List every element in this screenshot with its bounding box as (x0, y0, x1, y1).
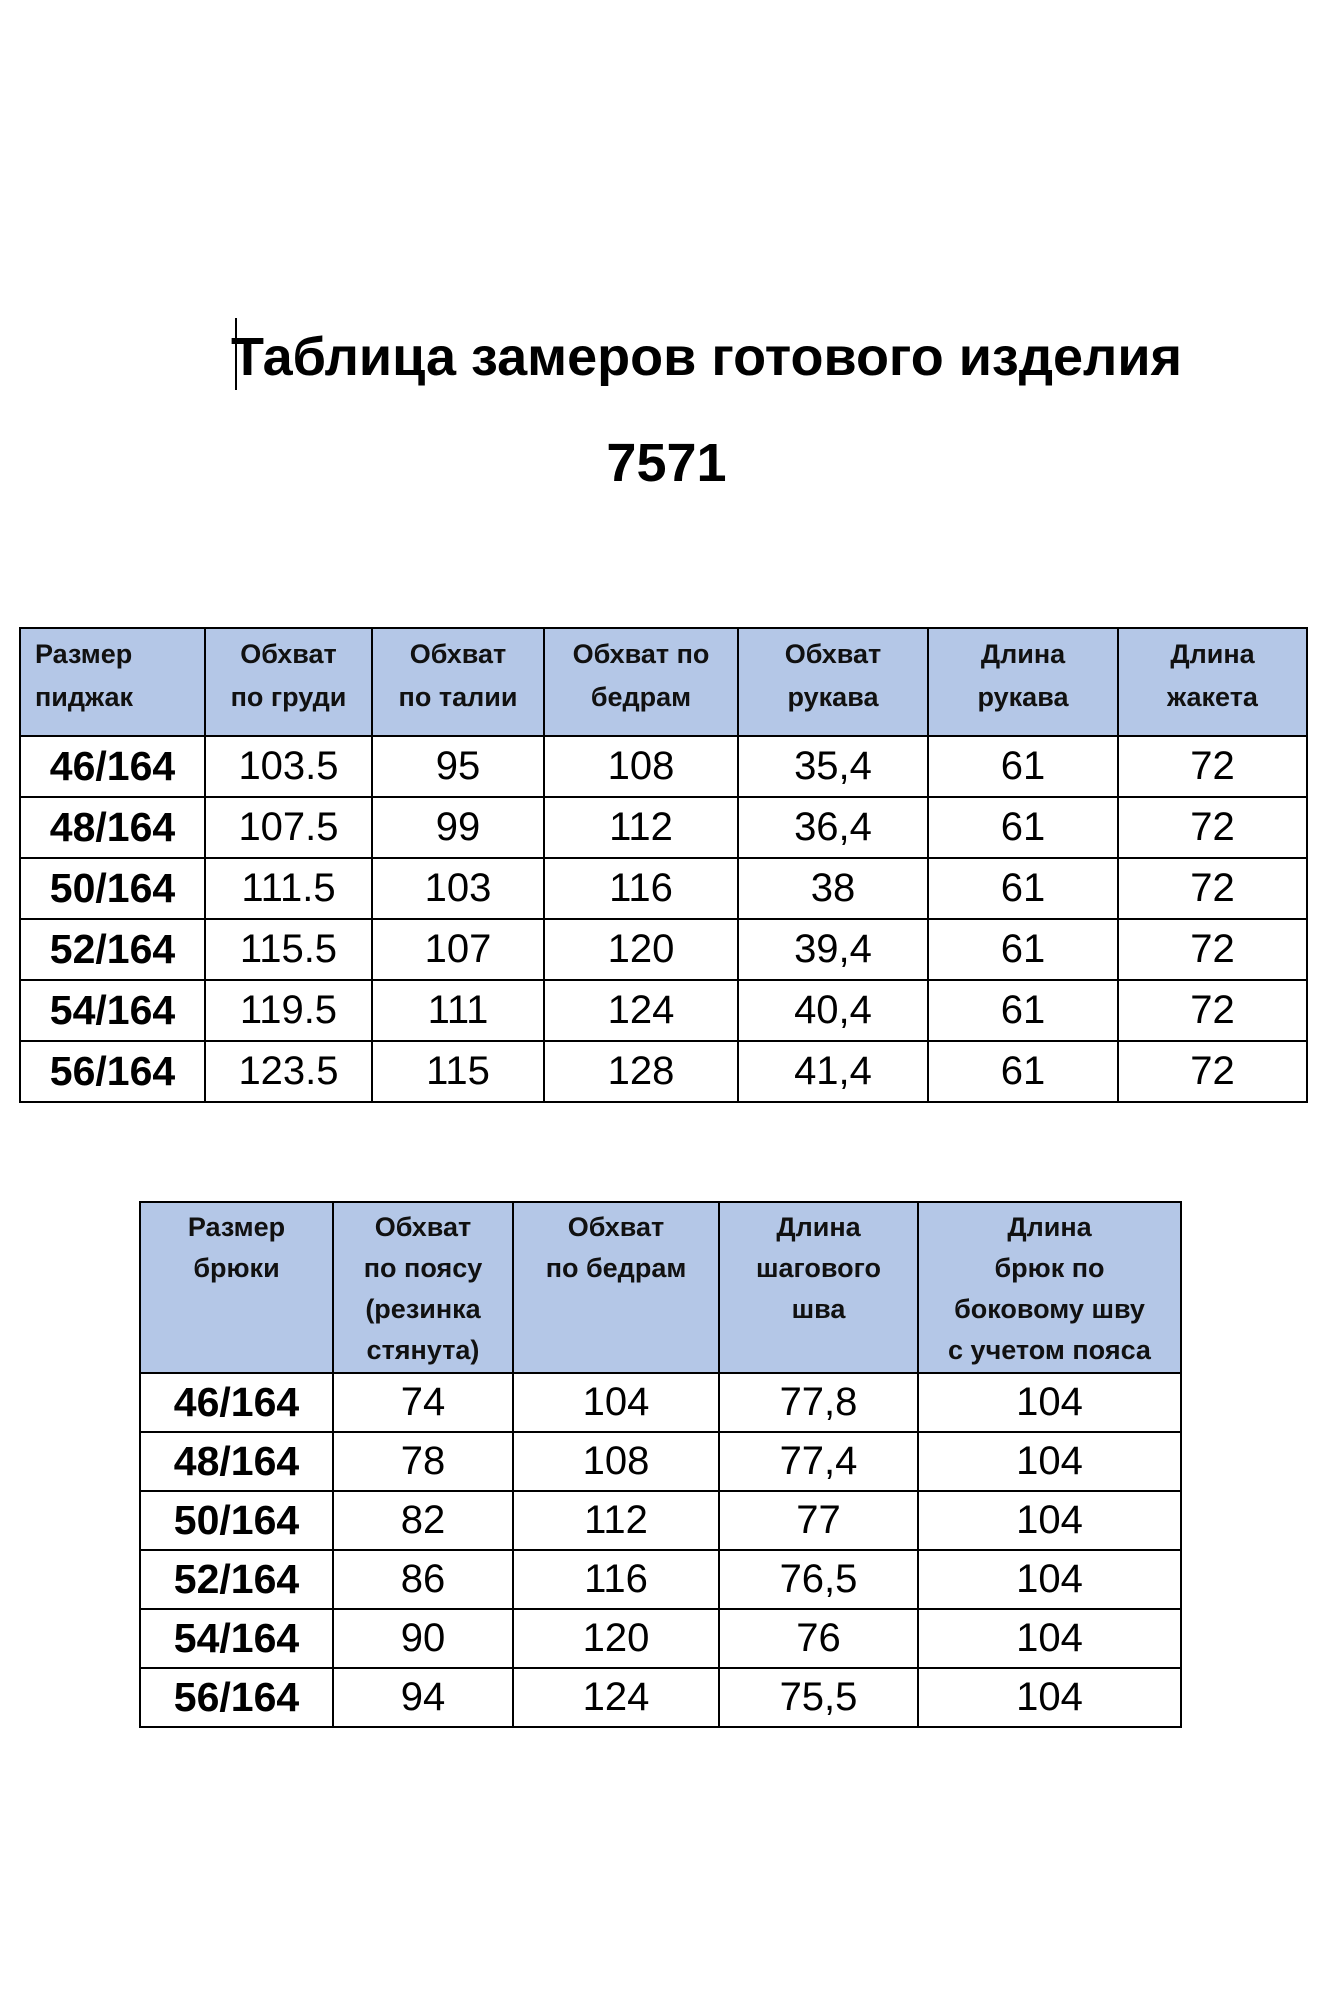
value-cell: 108 (513, 1432, 719, 1491)
value-cell: 104 (918, 1432, 1181, 1491)
table-row (20, 1041, 1307, 1102)
value-cell: 128 (544, 1041, 738, 1102)
value-cell: 120 (544, 919, 738, 980)
header-sleeve-girth: Обхват рукава (738, 628, 928, 736)
value-cell: 111 (372, 980, 544, 1041)
value-cell: 90 (333, 1609, 513, 1668)
size-cell: 46/164 (20, 736, 205, 797)
size-cell: 54/164 (20, 980, 205, 1041)
value-cell: 120 (513, 1609, 719, 1668)
header-waistband: Обхват по поясу (резинка стянута) (333, 1202, 513, 1373)
value-cell: 38 (738, 858, 928, 919)
product-code: 7571 (606, 433, 727, 493)
value-cell: 72 (1118, 1041, 1307, 1102)
table-row (20, 797, 1307, 858)
value-cell: 61 (928, 980, 1118, 1041)
value-cell: 77,4 (719, 1432, 918, 1491)
value-cell: 72 (1118, 736, 1307, 797)
size-cell: 50/164 (140, 1491, 333, 1550)
pants-size-table (139, 1201, 1182, 1728)
table-row (20, 980, 1307, 1041)
value-cell: 72 (1118, 858, 1307, 919)
value-cell: 39,4 (738, 919, 928, 980)
table-row (20, 919, 1307, 980)
value-cell: 61 (928, 736, 1118, 797)
value-cell: 115 (372, 1041, 544, 1102)
table-row (140, 1609, 1181, 1668)
size-cell: 56/164 (20, 1041, 205, 1102)
value-cell: 72 (1118, 797, 1307, 858)
header-jacket-length: Длина жакета (1118, 628, 1307, 736)
value-cell: 104 (918, 1609, 1181, 1668)
value-cell: 61 (928, 919, 1118, 980)
value-cell: 124 (513, 1668, 719, 1727)
value-cell: 75,5 (719, 1668, 918, 1727)
value-cell: 40,4 (738, 980, 928, 1041)
header-size-jacket: Размер пиджак (20, 628, 205, 736)
table-row (140, 1550, 1181, 1609)
table-row (20, 858, 1307, 919)
value-cell: 72 (1118, 980, 1307, 1041)
header-size-pants: Размер брюки (140, 1202, 333, 1373)
value-cell: 124 (544, 980, 738, 1041)
value-cell: 104 (918, 1668, 1181, 1727)
value-cell: 107 (372, 919, 544, 980)
table-row (140, 1668, 1181, 1727)
size-cell: 48/164 (140, 1432, 333, 1491)
value-cell: 95 (372, 736, 544, 797)
header-chest: Обхват по груди (205, 628, 372, 736)
table-row (140, 1373, 1181, 1432)
size-cell: 56/164 (140, 1668, 333, 1727)
value-cell: 104 (918, 1373, 1181, 1432)
value-cell: 77,8 (719, 1373, 918, 1432)
value-cell: 104 (513, 1373, 719, 1432)
table-row (140, 1491, 1181, 1550)
size-cell: 54/164 (140, 1609, 333, 1668)
value-cell: 104 (918, 1550, 1181, 1609)
value-cell: 108 (544, 736, 738, 797)
value-cell: 76 (719, 1609, 918, 1668)
value-cell: 116 (544, 858, 738, 919)
value-cell: 41,4 (738, 1041, 928, 1102)
table-header-row (20, 628, 1307, 736)
value-cell: 61 (928, 797, 1118, 858)
size-cell: 48/164 (20, 797, 205, 858)
value-cell: 78 (333, 1432, 513, 1491)
value-cell: 119.5 (205, 980, 372, 1041)
size-cell: 52/164 (140, 1550, 333, 1609)
value-cell: 76,5 (719, 1550, 918, 1609)
size-cell: 46/164 (140, 1373, 333, 1432)
value-cell: 36,4 (738, 797, 928, 858)
size-cell: 52/164 (20, 919, 205, 980)
value-cell: 111.5 (205, 858, 372, 919)
value-cell: 82 (333, 1491, 513, 1550)
value-cell: 115.5 (205, 919, 372, 980)
value-cell: 103 (372, 858, 544, 919)
table-row (20, 736, 1307, 797)
value-cell: 35,4 (738, 736, 928, 797)
value-cell: 61 (928, 1041, 1118, 1102)
value-cell: 77 (719, 1491, 918, 1550)
value-cell: 94 (333, 1668, 513, 1727)
header-hips: Обхват по бедрам (544, 628, 738, 736)
value-cell: 103.5 (205, 736, 372, 797)
document-title: Таблица замеров готового изделия (230, 327, 1183, 387)
value-cell: 74 (333, 1373, 513, 1432)
header-inseam: Длина шагового шва (719, 1202, 918, 1373)
value-cell: 61 (928, 858, 1118, 919)
header-sleeve-length: Длина рукава (928, 628, 1118, 736)
value-cell: 116 (513, 1550, 719, 1609)
jacket-size-table (19, 627, 1308, 1103)
value-cell: 104 (918, 1491, 1181, 1550)
header-hips: Обхват по бедрам (513, 1202, 719, 1373)
value-cell: 123.5 (205, 1041, 372, 1102)
table-header-row (140, 1202, 1181, 1373)
value-cell: 86 (333, 1550, 513, 1609)
header-side-seam-length: Длина брюк по боковому шву с учетом пояса (918, 1202, 1181, 1373)
value-cell: 72 (1118, 919, 1307, 980)
value-cell: 112 (544, 797, 738, 858)
value-cell: 112 (513, 1491, 719, 1550)
header-waist: Обхват по талии (372, 628, 544, 736)
value-cell: 99 (372, 797, 544, 858)
size-cell: 50/164 (20, 858, 205, 919)
value-cell: 107.5 (205, 797, 372, 858)
table-row (140, 1432, 1181, 1491)
